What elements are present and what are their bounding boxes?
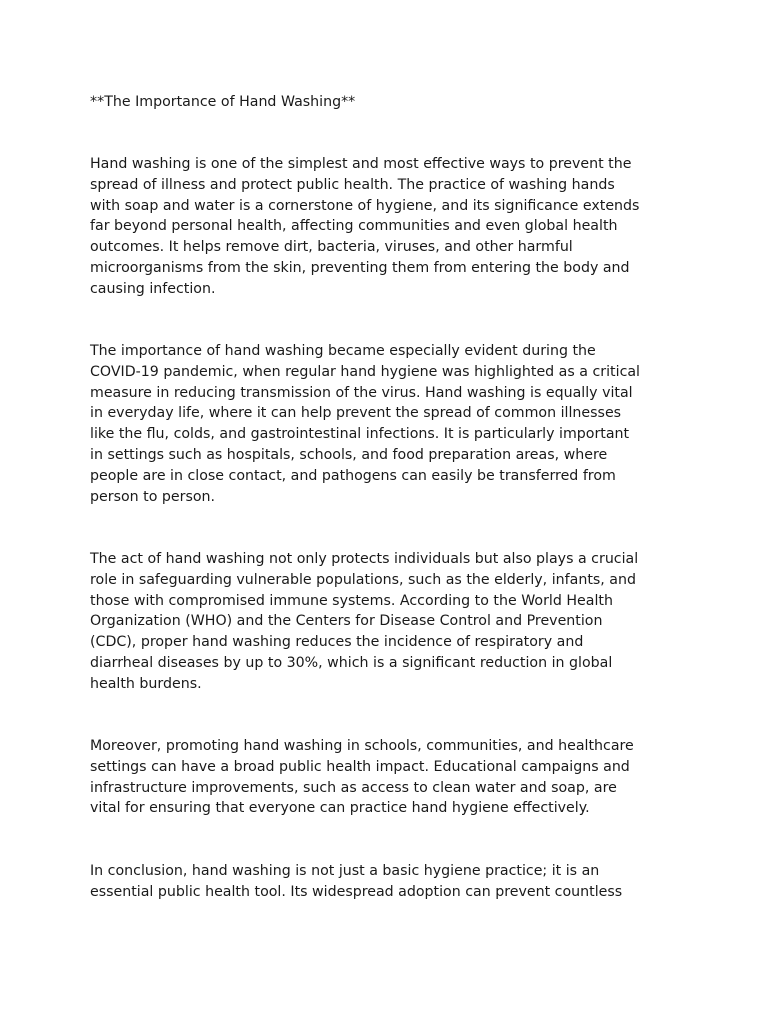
paragraph-line: infrastructure improvements, such as access to clean water and soap, are [90, 779, 617, 796]
paragraph-line: health burdens. [90, 675, 202, 692]
document-title: **The Importance of Hand Washing** [90, 94, 356, 110]
paragraph-4 [90, 736, 634, 819]
paragraph-line: The act of hand washing not only protects individuals but also plays a crucial [90, 551, 639, 567]
paragraph-line: COVID-19 pandemic, when regular hand hygiene was highlighted as a critical [90, 363, 641, 380]
paragraph-line: Hand washing is one of the simplest and most effective ways to prevent the [90, 156, 632, 172]
paragraph-3 [90, 549, 638, 695]
paragraph-line: The importance of hand washing became especially evident during the [90, 343, 596, 359]
paragraph-line: (CDC), proper hand washing reduces the incidence of respiratory and [90, 634, 584, 651]
paragraph-line: measure in reducing transmission of the virus. Hand washing is equally vital [90, 384, 633, 401]
paragraph-line: people are in close contact, and pathogens can easily be transferred from [90, 467, 616, 484]
paragraph-5 [90, 861, 622, 903]
paragraph-line: far beyond personal health, affecting communities and even global health [90, 218, 618, 235]
paragraph-line: essential public health tool. Its widespread adoption can prevent countless [90, 883, 623, 900]
paragraph-2 [90, 341, 640, 507]
paragraph-line: settings can have a broad public health impact. Educational campaigns and [90, 758, 630, 775]
paragraph-line: Organization (WHO) and the Centers for Disease Control and Prevention [90, 613, 603, 630]
paragraph-line: in everyday life, where it can help prevent the spread of common illnesses [90, 405, 622, 422]
paragraph-line: causing infection. [90, 280, 216, 297]
paragraph-line: In conclusion, hand washing is not just a basic hygiene practice; it is an [90, 863, 600, 879]
paragraph-line: outcomes. It helps remove dirt, bacteria, viruses, and other harmful [90, 239, 573, 256]
paragraph-line: microorganisms from the skin, preventing them from entering the body and [90, 259, 630, 276]
paragraph-line: in settings such as hospitals, schools, and food preparation areas, where [90, 446, 608, 463]
paragraph-line: vital for ensuring that everyone can practice hand hygiene effectively. [90, 800, 590, 817]
paragraph-line: person to person. [90, 488, 216, 505]
paragraph-line: diarrheal diseases by up to 30%, which is a significant reduction in global [90, 654, 613, 671]
paragraph-line: spread of illness and protect public health. The practice of washing hands [90, 176, 615, 193]
paragraph-line: those with compromised immune systems. According to the World Health [90, 592, 613, 609]
paragraph-1 [90, 154, 639, 300]
paragraph-line: like the flu, colds, and gastrointestinal infections. It is particularly important [90, 426, 630, 443]
paragraph-line: with soap and water is a cornerstone of hygiene, and its significance extends [90, 197, 640, 214]
paragraph-line: Moreover, promoting hand washing in schools, communities, and healthcare [90, 738, 634, 754]
paragraph-line: role in safeguarding vulnerable populations, such as the elderly, infants, and [90, 571, 636, 588]
